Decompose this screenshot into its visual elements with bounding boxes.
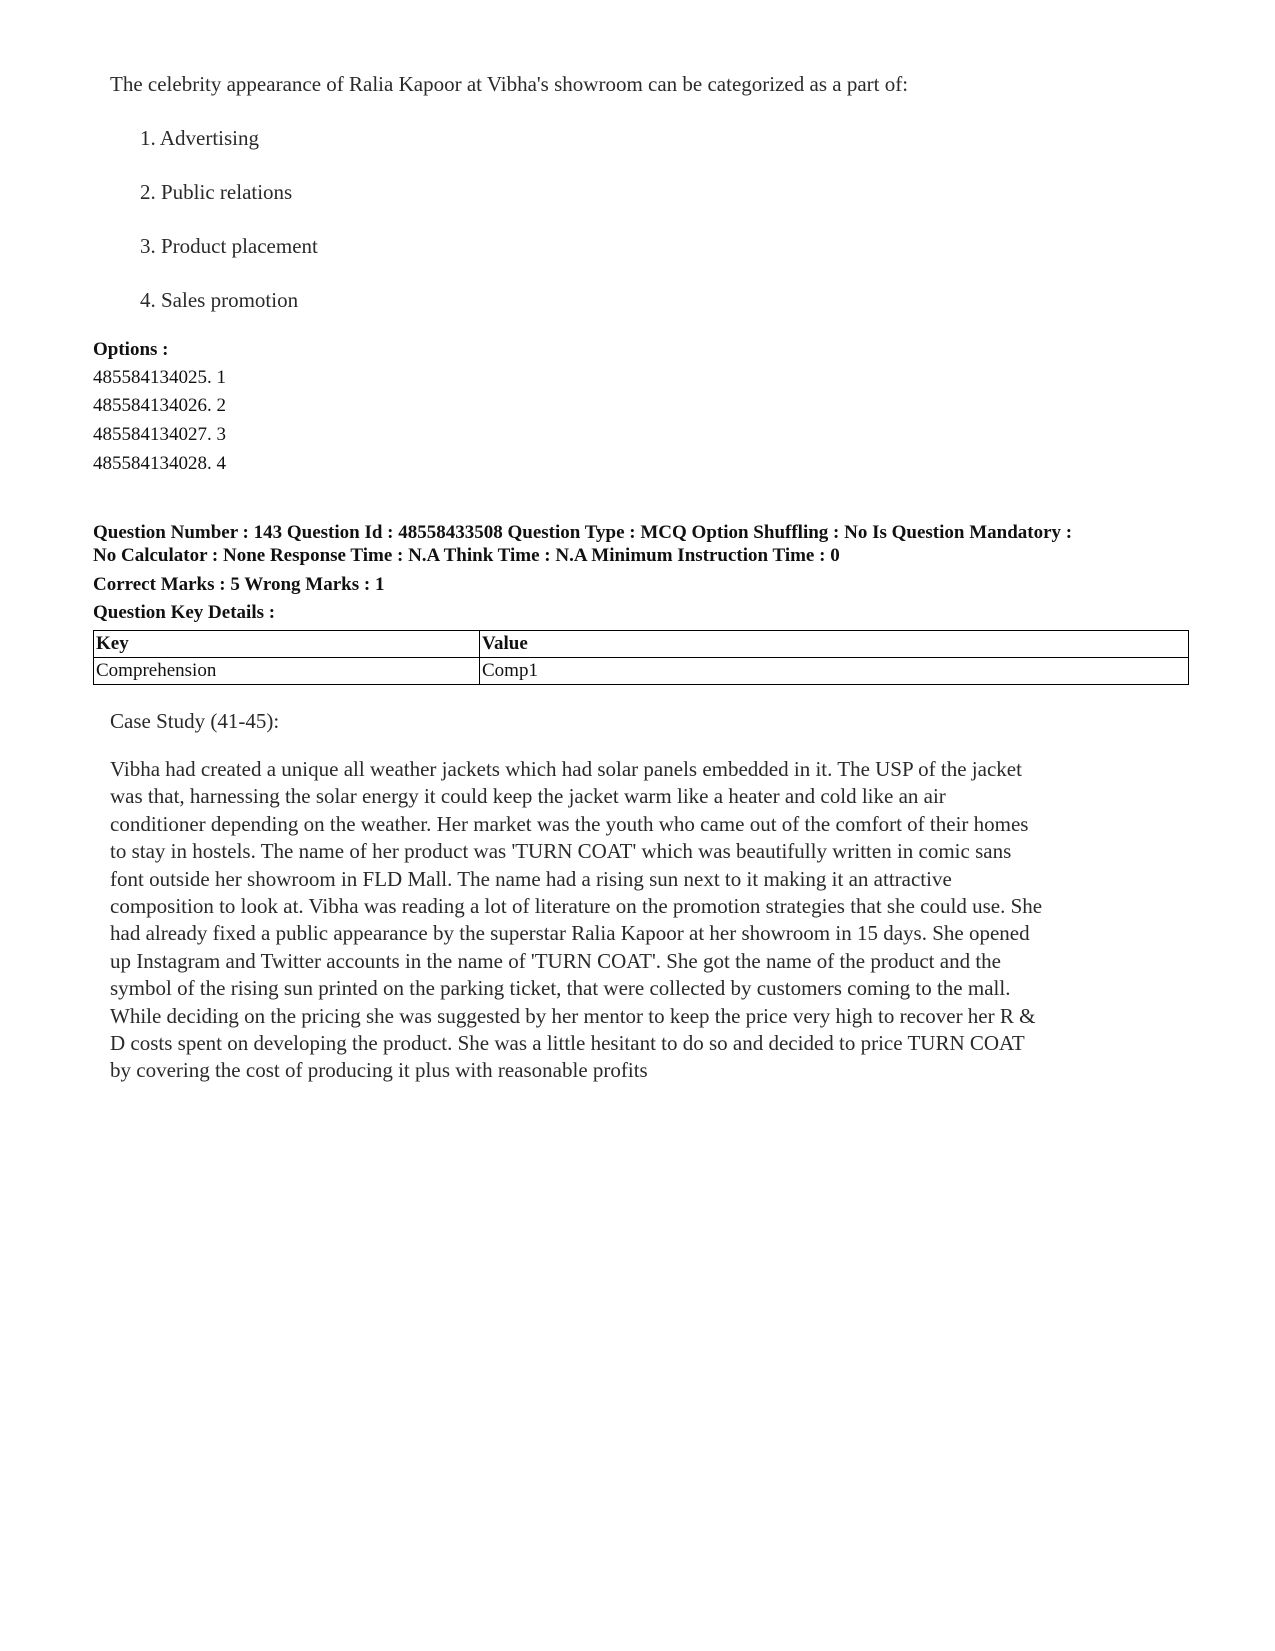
question-choice-3: 3. Product placement bbox=[140, 234, 318, 258]
question-choice-4: 4. Sales promotion bbox=[140, 288, 299, 312]
table-row bbox=[94, 658, 1189, 685]
case-study-line: symbol of the rising sun printed on the parking ticket, that were collected by customers coming to the mall. bbox=[110, 976, 1011, 1001]
table-cell-key: Comprehension bbox=[94, 658, 480, 685]
case-study-title: Case Study (41-45): bbox=[110, 709, 280, 733]
options-label: Options : bbox=[93, 339, 169, 360]
option-item-3: 485584134027. 3 bbox=[93, 424, 226, 445]
option-item-4: 485584134028. 4 bbox=[93, 453, 226, 474]
question-meta-line2: No Calculator : None Response Time : N.A Think Time : N.A Minimum Instruction Time : 0 bbox=[93, 545, 840, 566]
case-study-line: up Instagram and Twitter accounts in the name of 'TURN COAT'. She got the name of the product and the bbox=[110, 948, 1001, 973]
case-study-line: was that, harnessing the solar energy it could keep the jacket warm like a heater and cold like an air bbox=[110, 784, 946, 809]
case-study-line: had already fixed a public appearance by the superstar Ralia Kapoor at her showroom in 15 days. She opened bbox=[110, 921, 1030, 946]
table-header-row bbox=[94, 631, 1189, 658]
question-marks: Correct Marks : 5 Wrong Marks : 1 bbox=[93, 574, 385, 595]
case-study-line: Vibha had created a unique all weather jackets which had solar panels embedded in it. The USP of the jacket bbox=[110, 757, 1022, 781]
table-header-value: Value bbox=[480, 631, 1189, 658]
case-study-line: D costs spent on developing the product. She was a little hesitant to do so and decided to price TURN COAT bbox=[110, 1031, 1025, 1056]
case-study-line: conditioner depending on the weather. Her market was the youth who came out of the comfort of their homes bbox=[110, 811, 1029, 836]
key-details-label: Question Key Details : bbox=[93, 602, 276, 623]
option-item-2: 485584134026. 2 bbox=[93, 395, 226, 416]
case-study-body bbox=[110, 756, 1160, 1085]
table-cell-value: Comp1 bbox=[480, 658, 1189, 685]
option-item-1: 485584134025. 1 bbox=[93, 367, 226, 388]
table-header-key: Key bbox=[94, 631, 480, 658]
case-study-line: While deciding on the pricing she was suggested by her mentor to keep the price very high to recover her R & bbox=[110, 1003, 1036, 1028]
question-prompt: The celebrity appearance of Ralia Kapoor at Vibha's showroom can be categorized as a part of: bbox=[110, 72, 909, 96]
key-details-table bbox=[93, 630, 1189, 685]
question-choice-2: 2. Public relations bbox=[140, 180, 293, 204]
question-choice-1: 1. Advertising bbox=[140, 126, 259, 150]
case-study-line: by covering the cost of producing it plus with reasonable profits bbox=[110, 1058, 648, 1083]
case-study-line: font outside her showroom in FLD Mall. The name had a rising sun next to it making it an attractive bbox=[110, 866, 952, 891]
case-study-line: to stay in hostels. The name of her product was 'TURN COAT' which was beautifully written in comic sans bbox=[110, 839, 1012, 864]
question-meta-line1: Question Number : 143 Question Id : 48558433508 Question Type : MCQ Option Shuffling : No Is Question Mandatory : bbox=[93, 522, 1073, 543]
case-study-line: composition to look at. Vibha was reading a lot of literature on the promotion strategies that she could use. She bbox=[110, 894, 1043, 919]
